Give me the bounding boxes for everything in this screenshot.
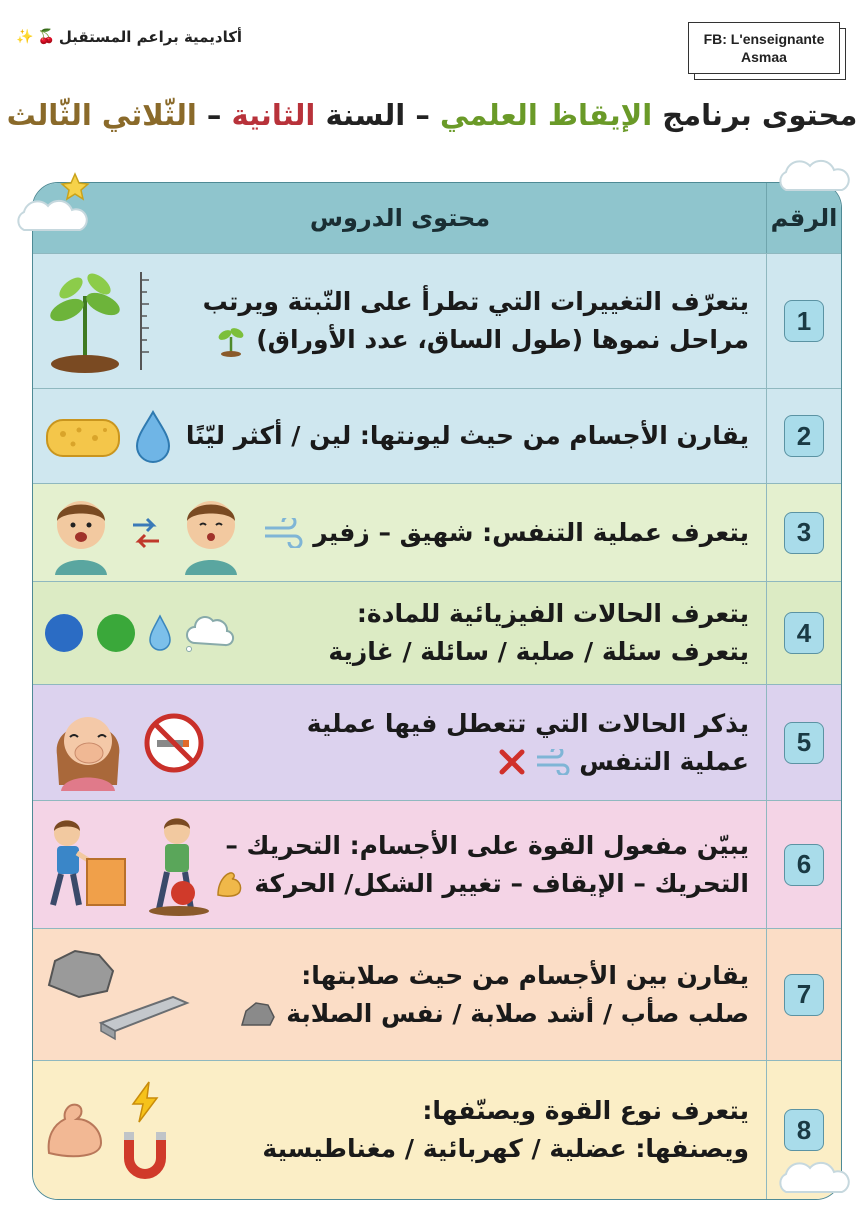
page-title: محتوى برنامج الإيقاظ العلمي – السنة الثانية – الثّلاثي الثّالث — [6, 98, 858, 132]
academy-name: أكاديمية براعم المستقبل — [58, 28, 243, 46]
table-row — [33, 388, 841, 483]
small-plant-icon — [214, 323, 248, 357]
cloud-icon — [772, 1158, 856, 1198]
star-icon — [60, 172, 90, 202]
water-drop-icon — [133, 408, 173, 464]
flexed-arm-icon — [43, 1097, 109, 1163]
boy-inhale-icon — [43, 491, 119, 575]
cherry-icon: 🍒 — [37, 29, 55, 45]
boy-ball-icon — [139, 813, 215, 917]
row-text: يتعرف عملية التنفس: شهيق – زفير — [313, 517, 749, 547]
row-number-badge: 1 — [784, 300, 824, 342]
row-number-badge: 5 — [784, 722, 824, 764]
sparkle-icon: ✨ — [16, 29, 34, 45]
cloud-gas-icon — [183, 613, 235, 653]
no-smoking-icon — [143, 712, 205, 774]
column-header-content: محتوى الدروس — [309, 204, 491, 232]
table-row — [33, 1060, 841, 1199]
small-rock-icon — [238, 999, 278, 1029]
lessons-table — [32, 182, 842, 1200]
muscle-icon — [214, 869, 246, 899]
author-line-2: Asmaa — [741, 49, 787, 65]
lightning-icon — [127, 1080, 163, 1124]
sponge-icon — [43, 408, 123, 464]
academy-label — [16, 28, 242, 46]
column-header-number: الرقم — [770, 204, 838, 232]
rock-and-metal-bar-icon — [43, 945, 193, 1045]
blue-circle-icon — [43, 612, 85, 654]
table-header-row — [33, 183, 841, 253]
row-text: مراحل نموها (طول الساق، عدد الأوراق) — [256, 325, 749, 354]
row-number-badge: 3 — [784, 512, 824, 554]
row-number-badge: 4 — [784, 612, 824, 654]
row-text: يقارن الأجسام من حيث ليونتها: لين / أكثر ليّنًا — [185, 421, 749, 450]
plant-growth-icon — [43, 266, 163, 376]
row-text: يبيّن مفعول القوة على الأجسام: التحريك – — [225, 830, 749, 860]
boy-pushing-box-icon — [43, 813, 129, 917]
water-drop-icon — [147, 613, 173, 653]
table-row — [33, 800, 841, 928]
cloud-icon — [772, 156, 856, 196]
cloud-icon — [10, 196, 94, 236]
row-text: يتعرف الحالات الفيزيائية للمادة: — [356, 599, 749, 628]
boy-exhale-icon — [173, 491, 249, 575]
table-row — [33, 483, 841, 581]
row-text: يقارن بين الأجسام من حيث صلابتها: — [301, 960, 749, 990]
girl-covering-nose-icon — [43, 695, 133, 791]
row-number-badge: 7 — [784, 974, 824, 1016]
author-line-1: FB: L'enseignante — [703, 31, 825, 47]
row-text: التحريك – الإيقاف – تغيير الشكل/ الحركة — [254, 868, 749, 898]
row-text: يتعرف نوع القوة ويصنّفها: — [422, 1096, 749, 1125]
row-text: يتعرّف التغييرات التي تطرأ على النّبتة ويرتب — [202, 287, 749, 316]
table-row — [33, 684, 841, 800]
magnet-icon — [119, 1130, 171, 1180]
row-text: يذكر الحالات التي تتعطل فيها عملية — [306, 708, 749, 738]
row-text: يتعرف سئلة / صلبة / سائلة / غازية — [328, 637, 749, 666]
air-icon — [535, 749, 571, 775]
cross-icon — [497, 747, 527, 777]
row-number-badge: 6 — [784, 844, 824, 886]
table-row — [33, 581, 841, 684]
exchange-arrows-icon — [129, 513, 163, 553]
table-row — [33, 928, 841, 1060]
row-text: عملية التنفس — [579, 746, 749, 776]
row-text: صلب صأب / أشد صلابة / نفس الصلابة — [286, 998, 749, 1028]
green-circle-icon — [95, 612, 137, 654]
row-number-badge: 2 — [784, 415, 824, 457]
table-row — [33, 253, 841, 388]
author-box — [688, 22, 840, 74]
breath-air-icon — [261, 518, 305, 548]
row-text: ويصنفها: عضلية / كهربائية / مغناطيسية — [262, 1134, 749, 1163]
row-number-badge: 8 — [784, 1109, 824, 1151]
